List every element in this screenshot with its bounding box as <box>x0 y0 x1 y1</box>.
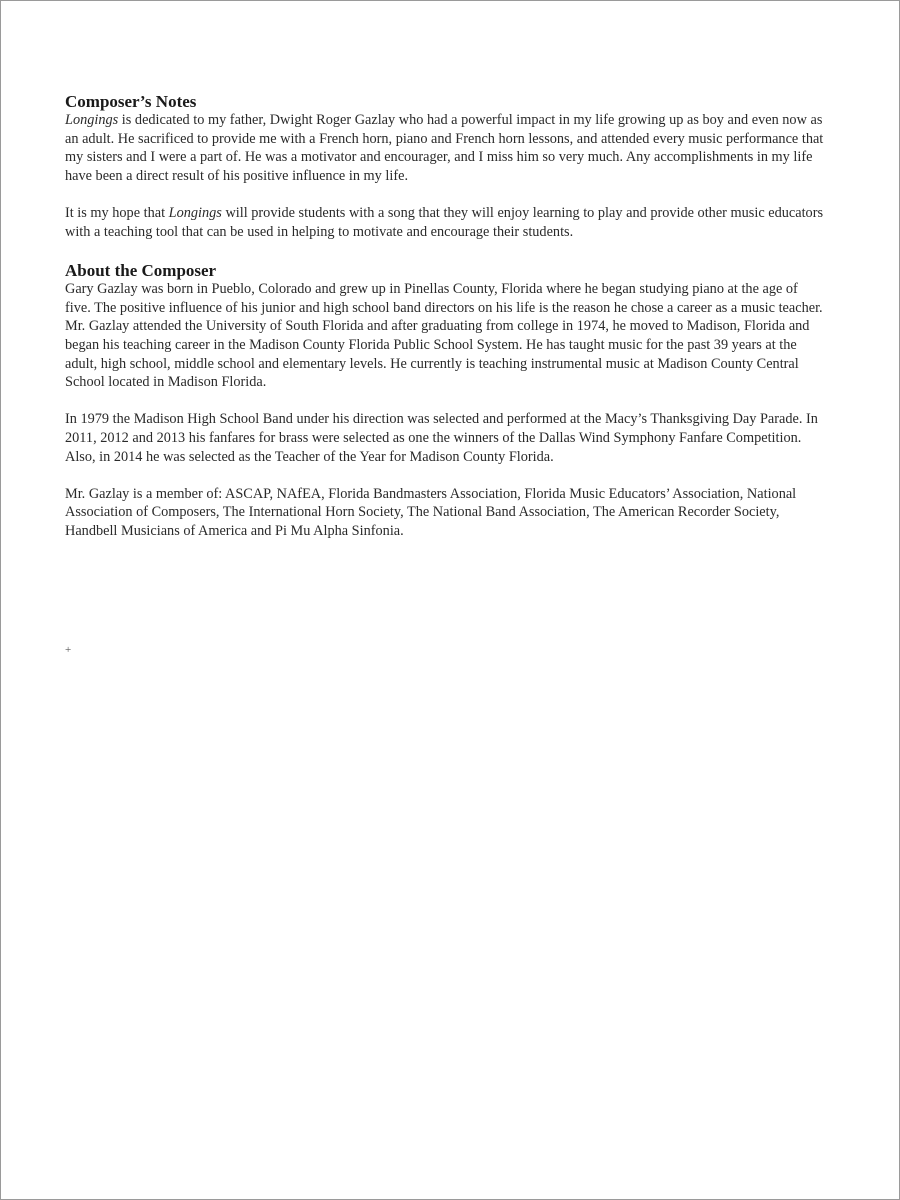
composers-notes-paragraph-1-text: is dedicated to my father, Dwight Roger Gazlay who had a powerful impact in my life growing up as boy and even now as an adult. He sacrificed to provide me with a French horn, piano and French horn lessons, and attended every music performance that my sisters and I were a part of. He was a motivator and encourager, and I miss him so very much. Any accomplishments in my life have been a direct result of his positive influence in my life. <box>65 112 824 184</box>
about-composer-paragraph-3: Mr. Gazlay is a member of: ASCAP, NAfEA, Florida Bandmasters Association, Florida Music Educators’ Association, National Association of Composers, The International Horn Society, The National Band Association, The American Recorder Society, Handbell Musicians of America and Pi Mu Alpha Sinfonia. <box>65 485 797 539</box>
composers-notes-paragraph-2-lead: It is my hope that <box>65 204 169 221</box>
about-composer-paragraph-2: In 1979 the Madison High School Band under his direction was selected and performed at the Macy’s Thanksgiving Day Parade. In 2011, 2012 and 2013 his fanfares for brass were selected as one the winners of the Dallas Wind Symphony Fanfare Competition. Also, in 2014 he was selected as the Teacher of the Year for Madison County Florida. <box>65 411 818 465</box>
composers-notes-paragraph-2 <box>65 204 825 241</box>
piece-title: Longings <box>168 204 222 221</box>
about-composer-section <box>65 262 825 540</box>
about-composer-heading: About the Composer <box>65 261 217 281</box>
composers-notes-paragraph-1 <box>65 111 825 185</box>
about-composer-paragraph-1: Gary Gazlay was born in Pueblo, Colorado and grew up in Pinellas County, Florida where he began studying piano at the age of five. The positive influence of his junior and high school band directors on his life is the reason he chose a career as a music teacher. Mr. Gazlay attended the University of South Florida and after graduating from college in 1974, he moved to Madison, Florida and began his teaching career in the Madison County Florida Public School System. He has taught music for the past 39 years at the adult, high school, middle school and elementary levels. He currently is teaching instrumental music at Madison County Central School located in Madison Florida. <box>65 281 823 391</box>
piece-title: Longings <box>65 112 119 128</box>
footer-marker: + <box>65 644 72 656</box>
document-content <box>65 93 825 540</box>
composers-notes-section <box>65 93 825 241</box>
composers-notes-paragraph-2-text: will provide students with a song that they will enjoy learning to play and provide other music educators with a teaching tool that can be used in helping to motivate and encourage their students. <box>65 204 824 240</box>
composers-notes-heading: Composer’s Notes <box>65 92 197 111</box>
